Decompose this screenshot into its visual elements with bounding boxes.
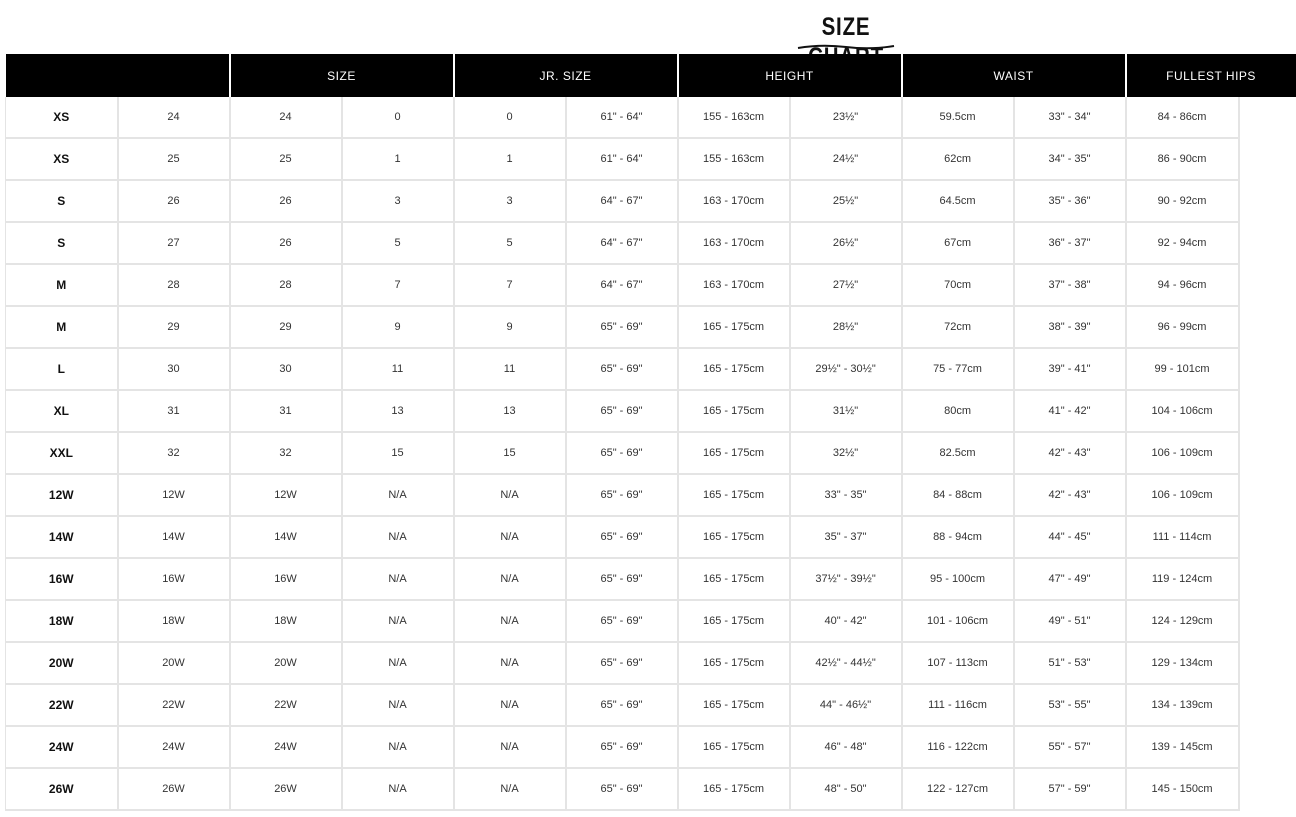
table-cell: 86 - 90cm bbox=[1126, 138, 1239, 180]
table-cell: N/A bbox=[454, 684, 566, 726]
table-cell: 30 bbox=[230, 348, 342, 390]
row-label-cell: S bbox=[6, 222, 118, 264]
table-cell: 35" - 36" bbox=[1014, 180, 1126, 222]
table-cell: 165 - 175cm bbox=[678, 558, 790, 600]
table-cell: 28½" bbox=[790, 306, 902, 348]
table-cell: 26W bbox=[230, 768, 342, 810]
table-cell: 37½" - 39½" bbox=[790, 558, 902, 600]
table-cell: 96 - 99cm bbox=[1126, 306, 1239, 348]
table-cell: 70cm bbox=[902, 264, 1014, 306]
table-cell: 165 - 175cm bbox=[678, 642, 790, 684]
table-cell: 165 - 175cm bbox=[678, 348, 790, 390]
table-cell: 18W bbox=[118, 600, 230, 642]
size-chart-title-block bbox=[790, 12, 902, 52]
table-cell: 67cm bbox=[902, 222, 1014, 264]
table-cell: 33" - 35" bbox=[790, 474, 902, 516]
table-cell: 36" - 37" bbox=[1014, 222, 1126, 264]
table-cell: 34" - 35" bbox=[1014, 138, 1126, 180]
table-cell: 28 bbox=[118, 264, 230, 306]
table-row bbox=[6, 138, 1296, 180]
table-cell: 16W bbox=[230, 558, 342, 600]
table-cell: 16W bbox=[118, 558, 230, 600]
table-cell: 0 bbox=[454, 97, 566, 138]
table-cell: 24 bbox=[118, 97, 230, 138]
table-cell: 165 - 175cm bbox=[678, 768, 790, 810]
table-cell: 14W bbox=[118, 516, 230, 558]
table-cell: 80cm bbox=[902, 390, 1014, 432]
table-cell: 111 - 116cm bbox=[902, 684, 1014, 726]
table-cell: 5 bbox=[342, 222, 454, 264]
table-cell: 107 - 113cm bbox=[902, 642, 1014, 684]
table-cell: 24W bbox=[230, 726, 342, 768]
table-cell: 49" - 51" bbox=[1014, 600, 1126, 642]
table-cell: 95 - 100cm bbox=[902, 558, 1014, 600]
table-cell: 65" - 69" bbox=[566, 768, 678, 810]
table-cell: 29½" - 30½" bbox=[790, 348, 902, 390]
table-cell: N/A bbox=[342, 768, 454, 810]
table-cell: 28 bbox=[230, 264, 342, 306]
table-cell: 53" - 55" bbox=[1014, 684, 1126, 726]
table-cell: N/A bbox=[454, 516, 566, 558]
table-cell: 25½" bbox=[790, 180, 902, 222]
table-cell: 155 - 163cm bbox=[678, 97, 790, 138]
table-cell: 26 bbox=[230, 180, 342, 222]
table-cell: 65" - 69" bbox=[566, 390, 678, 432]
table-cell: 65" - 69" bbox=[566, 432, 678, 474]
table-cell: N/A bbox=[454, 642, 566, 684]
table-cell: 64" - 67" bbox=[566, 180, 678, 222]
header-jr-size: JR. SIZE bbox=[454, 54, 678, 97]
table-cell: 165 - 175cm bbox=[678, 306, 790, 348]
table-cell: 61" - 64" bbox=[566, 97, 678, 138]
table-cell: 12W bbox=[118, 474, 230, 516]
row-label-cell: M bbox=[6, 264, 118, 306]
table-cell: N/A bbox=[454, 726, 566, 768]
header-fullest-hips: FULLEST HIPS bbox=[1126, 54, 1296, 97]
table-cell: 29 bbox=[230, 306, 342, 348]
table-cell: 155 - 163cm bbox=[678, 138, 790, 180]
page-title: SIZE bbox=[821, 13, 871, 41]
table-cell: 65" - 69" bbox=[566, 516, 678, 558]
table-cell: 3 bbox=[342, 180, 454, 222]
table-cell: 14W bbox=[230, 516, 342, 558]
table-row bbox=[6, 642, 1296, 684]
table-cell: 65" - 69" bbox=[566, 306, 678, 348]
table-cell: 124 - 129cm bbox=[1126, 600, 1239, 642]
header-blank bbox=[6, 54, 230, 97]
table-cell: 37" - 38" bbox=[1014, 264, 1126, 306]
table-cell: 57" - 59" bbox=[1014, 768, 1126, 810]
table-cell: 165 - 175cm bbox=[678, 684, 790, 726]
table-cell: 42" - 43" bbox=[1014, 432, 1126, 474]
table-cell: N/A bbox=[342, 600, 454, 642]
table-cell: 165 - 175cm bbox=[678, 726, 790, 768]
table-cell: 44" - 46½" bbox=[790, 684, 902, 726]
table-row bbox=[6, 97, 1296, 138]
table-cell: 75 - 77cm bbox=[902, 348, 1014, 390]
table-cell: 22W bbox=[118, 684, 230, 726]
header-size: SIZE bbox=[230, 54, 454, 97]
table-cell: 13 bbox=[342, 390, 454, 432]
table-cell: 165 - 175cm bbox=[678, 600, 790, 642]
table-cell: 25 bbox=[118, 138, 230, 180]
table-cell: 32½" bbox=[790, 432, 902, 474]
row-label-cell: 22W bbox=[6, 684, 118, 726]
table-cell: 40" - 42" bbox=[790, 600, 902, 642]
table-cell: 9 bbox=[454, 306, 566, 348]
row-label-cell: XL bbox=[6, 390, 118, 432]
row-label-cell: XXL bbox=[6, 432, 118, 474]
table-cell: 41" - 42" bbox=[1014, 390, 1126, 432]
table-cell: 26W bbox=[118, 768, 230, 810]
row-label-cell: 20W bbox=[6, 642, 118, 684]
table-cell: N/A bbox=[342, 726, 454, 768]
table-cell: 31 bbox=[118, 390, 230, 432]
table-cell: 101 - 106cm bbox=[902, 600, 1014, 642]
table-cell: 129 - 134cm bbox=[1126, 642, 1239, 684]
table-cell: 32 bbox=[118, 432, 230, 474]
table-cell: 9 bbox=[342, 306, 454, 348]
table-cell: 104 - 106cm bbox=[1126, 390, 1239, 432]
table-cell: 18W bbox=[230, 600, 342, 642]
table-cell: N/A bbox=[342, 474, 454, 516]
table-cell: 64.5cm bbox=[902, 180, 1014, 222]
table-row bbox=[6, 684, 1296, 726]
table-cell: 1 bbox=[454, 138, 566, 180]
table-cell: 22W bbox=[230, 684, 342, 726]
table-cell: 84 - 86cm bbox=[1126, 97, 1239, 138]
table-cell: 11 bbox=[342, 348, 454, 390]
table-cell: 163 - 170cm bbox=[678, 180, 790, 222]
table-cell: 92 - 94cm bbox=[1126, 222, 1239, 264]
table-cell: 24½" bbox=[790, 138, 902, 180]
table-cell: 165 - 175cm bbox=[678, 474, 790, 516]
table-cell: 99 - 101cm bbox=[1126, 348, 1239, 390]
table-cell: 35" - 37" bbox=[790, 516, 902, 558]
table-cell: 1 bbox=[342, 138, 454, 180]
row-label-cell: 24W bbox=[6, 726, 118, 768]
table-cell: 106 - 109cm bbox=[1126, 474, 1239, 516]
table-cell: 27½" bbox=[790, 264, 902, 306]
table-cell: 122 - 127cm bbox=[902, 768, 1014, 810]
table-cell: 84 - 88cm bbox=[902, 474, 1014, 516]
table-cell: 47" - 49" bbox=[1014, 558, 1126, 600]
table-cell: 20W bbox=[230, 642, 342, 684]
table-row bbox=[6, 348, 1296, 390]
table-cell: 51" - 53" bbox=[1014, 642, 1126, 684]
table-cell: 46" - 48" bbox=[790, 726, 902, 768]
table-cell: 42½" - 44½" bbox=[790, 642, 902, 684]
table-row bbox=[6, 768, 1296, 810]
table-cell: 30 bbox=[118, 348, 230, 390]
table-cell: N/A bbox=[454, 474, 566, 516]
title-underline-decoration bbox=[796, 43, 896, 51]
table-cell: 31½" bbox=[790, 390, 902, 432]
table-cell: 24W bbox=[118, 726, 230, 768]
table-row bbox=[6, 222, 1296, 264]
row-label-cell: XS bbox=[6, 138, 118, 180]
row-label-cell: S bbox=[6, 180, 118, 222]
table-cell: 94 - 96cm bbox=[1126, 264, 1239, 306]
table-row bbox=[6, 558, 1296, 600]
table-cell: 165 - 175cm bbox=[678, 390, 790, 432]
table-cell: 24 bbox=[230, 97, 342, 138]
table-cell: 65" - 69" bbox=[566, 474, 678, 516]
row-label-cell: 26W bbox=[6, 768, 118, 810]
table-cell: 20W bbox=[118, 642, 230, 684]
table-cell: 5 bbox=[454, 222, 566, 264]
table-cell: 27 bbox=[118, 222, 230, 264]
table-cell: 64" - 67" bbox=[566, 264, 678, 306]
table-cell: N/A bbox=[454, 768, 566, 810]
table-cell: 26 bbox=[230, 222, 342, 264]
table-cell: N/A bbox=[342, 558, 454, 600]
table-cell: 26 bbox=[118, 180, 230, 222]
table-cell: 65" - 69" bbox=[566, 600, 678, 642]
table-cell: 72cm bbox=[902, 306, 1014, 348]
table-row bbox=[6, 180, 1296, 222]
table-cell: 32 bbox=[230, 432, 342, 474]
table-cell: 134 - 139cm bbox=[1126, 684, 1239, 726]
table-cell: 33" - 34" bbox=[1014, 97, 1126, 138]
table-cell: 39" - 41" bbox=[1014, 348, 1126, 390]
table-cell: 65" - 69" bbox=[566, 726, 678, 768]
table-cell: 42" - 43" bbox=[1014, 474, 1126, 516]
table-cell: 64" - 67" bbox=[566, 222, 678, 264]
table-row bbox=[6, 306, 1296, 348]
table-cell: 82.5cm bbox=[902, 432, 1014, 474]
size-chart-body bbox=[6, 97, 1296, 810]
table-row bbox=[6, 516, 1296, 558]
table-row bbox=[6, 390, 1296, 432]
table-row bbox=[6, 264, 1296, 306]
header-row bbox=[6, 54, 1296, 97]
row-label-cell: 14W bbox=[6, 516, 118, 558]
table-cell: 65" - 69" bbox=[566, 684, 678, 726]
table-row bbox=[6, 474, 1296, 516]
table-cell: 62cm bbox=[902, 138, 1014, 180]
table-cell: N/A bbox=[454, 558, 566, 600]
table-cell: 15 bbox=[342, 432, 454, 474]
row-label-cell: 16W bbox=[6, 558, 118, 600]
table-cell: 12W bbox=[230, 474, 342, 516]
table-cell: 65" - 69" bbox=[566, 558, 678, 600]
table-cell: 88 - 94cm bbox=[902, 516, 1014, 558]
table-cell: 163 - 170cm bbox=[678, 222, 790, 264]
table-cell: 25 bbox=[230, 138, 342, 180]
table-cell: 59.5cm bbox=[902, 97, 1014, 138]
table-cell: 116 - 122cm bbox=[902, 726, 1014, 768]
table-cell: 55" - 57" bbox=[1014, 726, 1126, 768]
row-label-cell: 12W bbox=[6, 474, 118, 516]
table-row bbox=[6, 432, 1296, 474]
table-row bbox=[6, 600, 1296, 642]
table-cell: 3 bbox=[454, 180, 566, 222]
table-cell: 119 - 124cm bbox=[1126, 558, 1239, 600]
table-cell: 26½" bbox=[790, 222, 902, 264]
table-cell: 145 - 150cm bbox=[1126, 768, 1239, 810]
table-row bbox=[6, 726, 1296, 768]
row-label-cell: L bbox=[6, 348, 118, 390]
table-cell: N/A bbox=[342, 516, 454, 558]
table-cell: N/A bbox=[454, 600, 566, 642]
row-label-cell: XS bbox=[6, 97, 118, 138]
table-cell: 165 - 175cm bbox=[678, 432, 790, 474]
header-waist: WAIST bbox=[902, 54, 1126, 97]
table-cell: 61" - 64" bbox=[566, 138, 678, 180]
table-cell: 44" - 45" bbox=[1014, 516, 1126, 558]
table-cell: 7 bbox=[454, 264, 566, 306]
table-cell: 13 bbox=[454, 390, 566, 432]
table-cell: 111 - 114cm bbox=[1126, 516, 1239, 558]
table-cell: 31 bbox=[230, 390, 342, 432]
table-cell: 163 - 170cm bbox=[678, 264, 790, 306]
table-cell: N/A bbox=[342, 684, 454, 726]
table-cell: 38" - 39" bbox=[1014, 306, 1126, 348]
row-label-cell: 18W bbox=[6, 600, 118, 642]
header-height: HEIGHT bbox=[678, 54, 902, 97]
table-cell: N/A bbox=[342, 642, 454, 684]
table-cell: 29 bbox=[118, 306, 230, 348]
table-cell: 65" - 69" bbox=[566, 642, 678, 684]
table-cell: 90 - 92cm bbox=[1126, 180, 1239, 222]
table-cell: 15 bbox=[454, 432, 566, 474]
table-cell: 0 bbox=[342, 97, 454, 138]
table-cell: 11 bbox=[454, 348, 566, 390]
table-cell: 23½" bbox=[790, 97, 902, 138]
table-cell: 106 - 109cm bbox=[1126, 432, 1239, 474]
table-cell: 165 - 175cm bbox=[678, 516, 790, 558]
row-label-cell: M bbox=[6, 306, 118, 348]
table-cell: 48" - 50" bbox=[790, 768, 902, 810]
table-cell: 7 bbox=[342, 264, 454, 306]
size-chart-table bbox=[5, 54, 1296, 811]
table-cell: 139 - 145cm bbox=[1126, 726, 1239, 768]
table-cell: 65" - 69" bbox=[566, 348, 678, 390]
